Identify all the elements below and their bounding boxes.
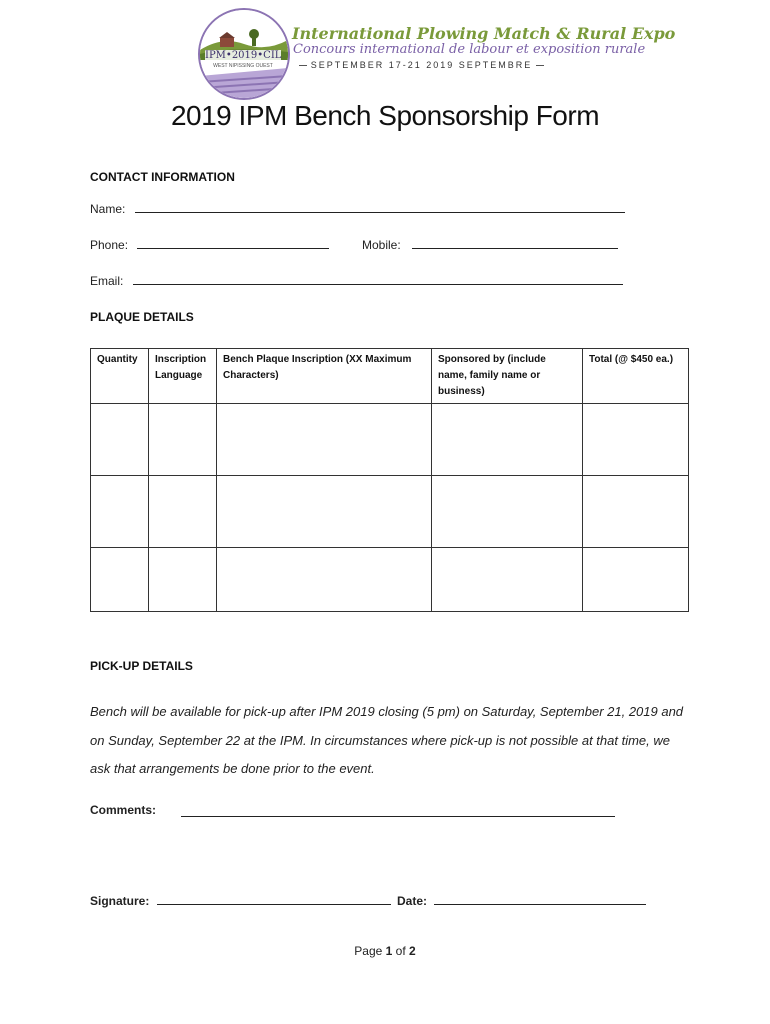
plaque-heading: PLAQUE DETAILS bbox=[90, 310, 194, 324]
name-label: Name: bbox=[90, 202, 126, 216]
sponsor-cell[interactable] bbox=[432, 548, 583, 612]
comments-field[interactable] bbox=[181, 805, 615, 817]
logo-badge-text: IPM•2019•CIL bbox=[205, 50, 282, 61]
page-total: 2 bbox=[409, 944, 416, 958]
phone-row bbox=[90, 237, 329, 252]
signature-row bbox=[90, 893, 391, 908]
phone-label: Phone: bbox=[90, 238, 129, 252]
name-row bbox=[90, 201, 625, 216]
col-inscription: Bench Plaque Inscription (XX Maximum Characters) bbox=[217, 349, 432, 404]
col-sponsored-by: Sponsored by (include name, family name or business) bbox=[432, 349, 583, 404]
email-row bbox=[90, 273, 623, 288]
signature-label: Signature: bbox=[90, 894, 150, 908]
pickup-heading: PICK-UP DETAILS bbox=[90, 659, 193, 673]
logo-title-en: International Plowing Match & Rural Expo bbox=[292, 24, 676, 43]
language-cell[interactable] bbox=[149, 404, 217, 476]
inscription-cell[interactable] bbox=[217, 404, 432, 476]
col-quantity: Quantity bbox=[91, 349, 149, 404]
logo-title-fr: Concours international de labour et exposition rurale bbox=[293, 42, 646, 57]
col-language: Inscription Language bbox=[149, 349, 217, 404]
divider bbox=[299, 65, 307, 66]
divider bbox=[536, 65, 544, 66]
inscription-cell[interactable] bbox=[217, 476, 432, 548]
email-field[interactable] bbox=[133, 273, 623, 285]
table-row bbox=[91, 476, 689, 548]
page-word: Page bbox=[354, 944, 383, 958]
logo-badge-subtext: WEST NIPISSING OUEST bbox=[213, 63, 273, 69]
phone-field[interactable] bbox=[137, 237, 329, 249]
quantity-cell[interactable] bbox=[91, 476, 149, 548]
sponsor-cell[interactable] bbox=[432, 476, 583, 548]
mobile-label: Mobile: bbox=[362, 238, 401, 252]
mobile-field[interactable] bbox=[412, 237, 618, 249]
quantity-cell[interactable] bbox=[91, 404, 149, 476]
total-cell[interactable] bbox=[583, 548, 689, 612]
signature-field[interactable] bbox=[157, 893, 391, 905]
contact-heading: CONTACT INFORMATION bbox=[90, 170, 235, 184]
date-row bbox=[397, 893, 646, 908]
language-cell[interactable] bbox=[149, 548, 217, 612]
page-title: 2019 IPM Bench Sponsorship Form bbox=[170, 100, 600, 131]
table-row bbox=[91, 404, 689, 476]
page-number bbox=[0, 944, 770, 958]
date-label: Date: bbox=[397, 894, 428, 908]
comments-label: Comments: bbox=[90, 803, 157, 817]
plaque-table bbox=[90, 348, 689, 612]
logo-dates-text: SEPTEMBER 17-21 2019 SEPTEMBRE bbox=[310, 60, 533, 70]
page-current: 1 bbox=[385, 944, 393, 958]
sponsor-cell[interactable] bbox=[432, 404, 583, 476]
mobile-row bbox=[362, 237, 618, 252]
email-label: Email: bbox=[90, 274, 124, 288]
table-row bbox=[91, 548, 689, 612]
date-field[interactable] bbox=[434, 893, 646, 905]
of-word: of bbox=[395, 944, 406, 958]
total-cell[interactable] bbox=[583, 404, 689, 476]
name-field[interactable] bbox=[135, 201, 625, 213]
col-total: Total (@ $450 ea.) bbox=[583, 349, 689, 404]
table-header-row bbox=[91, 349, 689, 404]
pickup-description: Bench will be available for pick-up after IPM 2019 closing (5 pm) on Saturday, September 21, 2019 and on Sunday, September 22 at the IPM. In circumstances where pick-up is not possible at that time, we ask that arrangements be done prior to the event. bbox=[90, 704, 684, 776]
language-cell[interactable] bbox=[149, 476, 217, 548]
inscription-cell[interactable] bbox=[217, 548, 432, 612]
quantity-cell[interactable] bbox=[91, 548, 149, 612]
logo-dates bbox=[295, 60, 548, 70]
total-cell[interactable] bbox=[583, 476, 689, 548]
